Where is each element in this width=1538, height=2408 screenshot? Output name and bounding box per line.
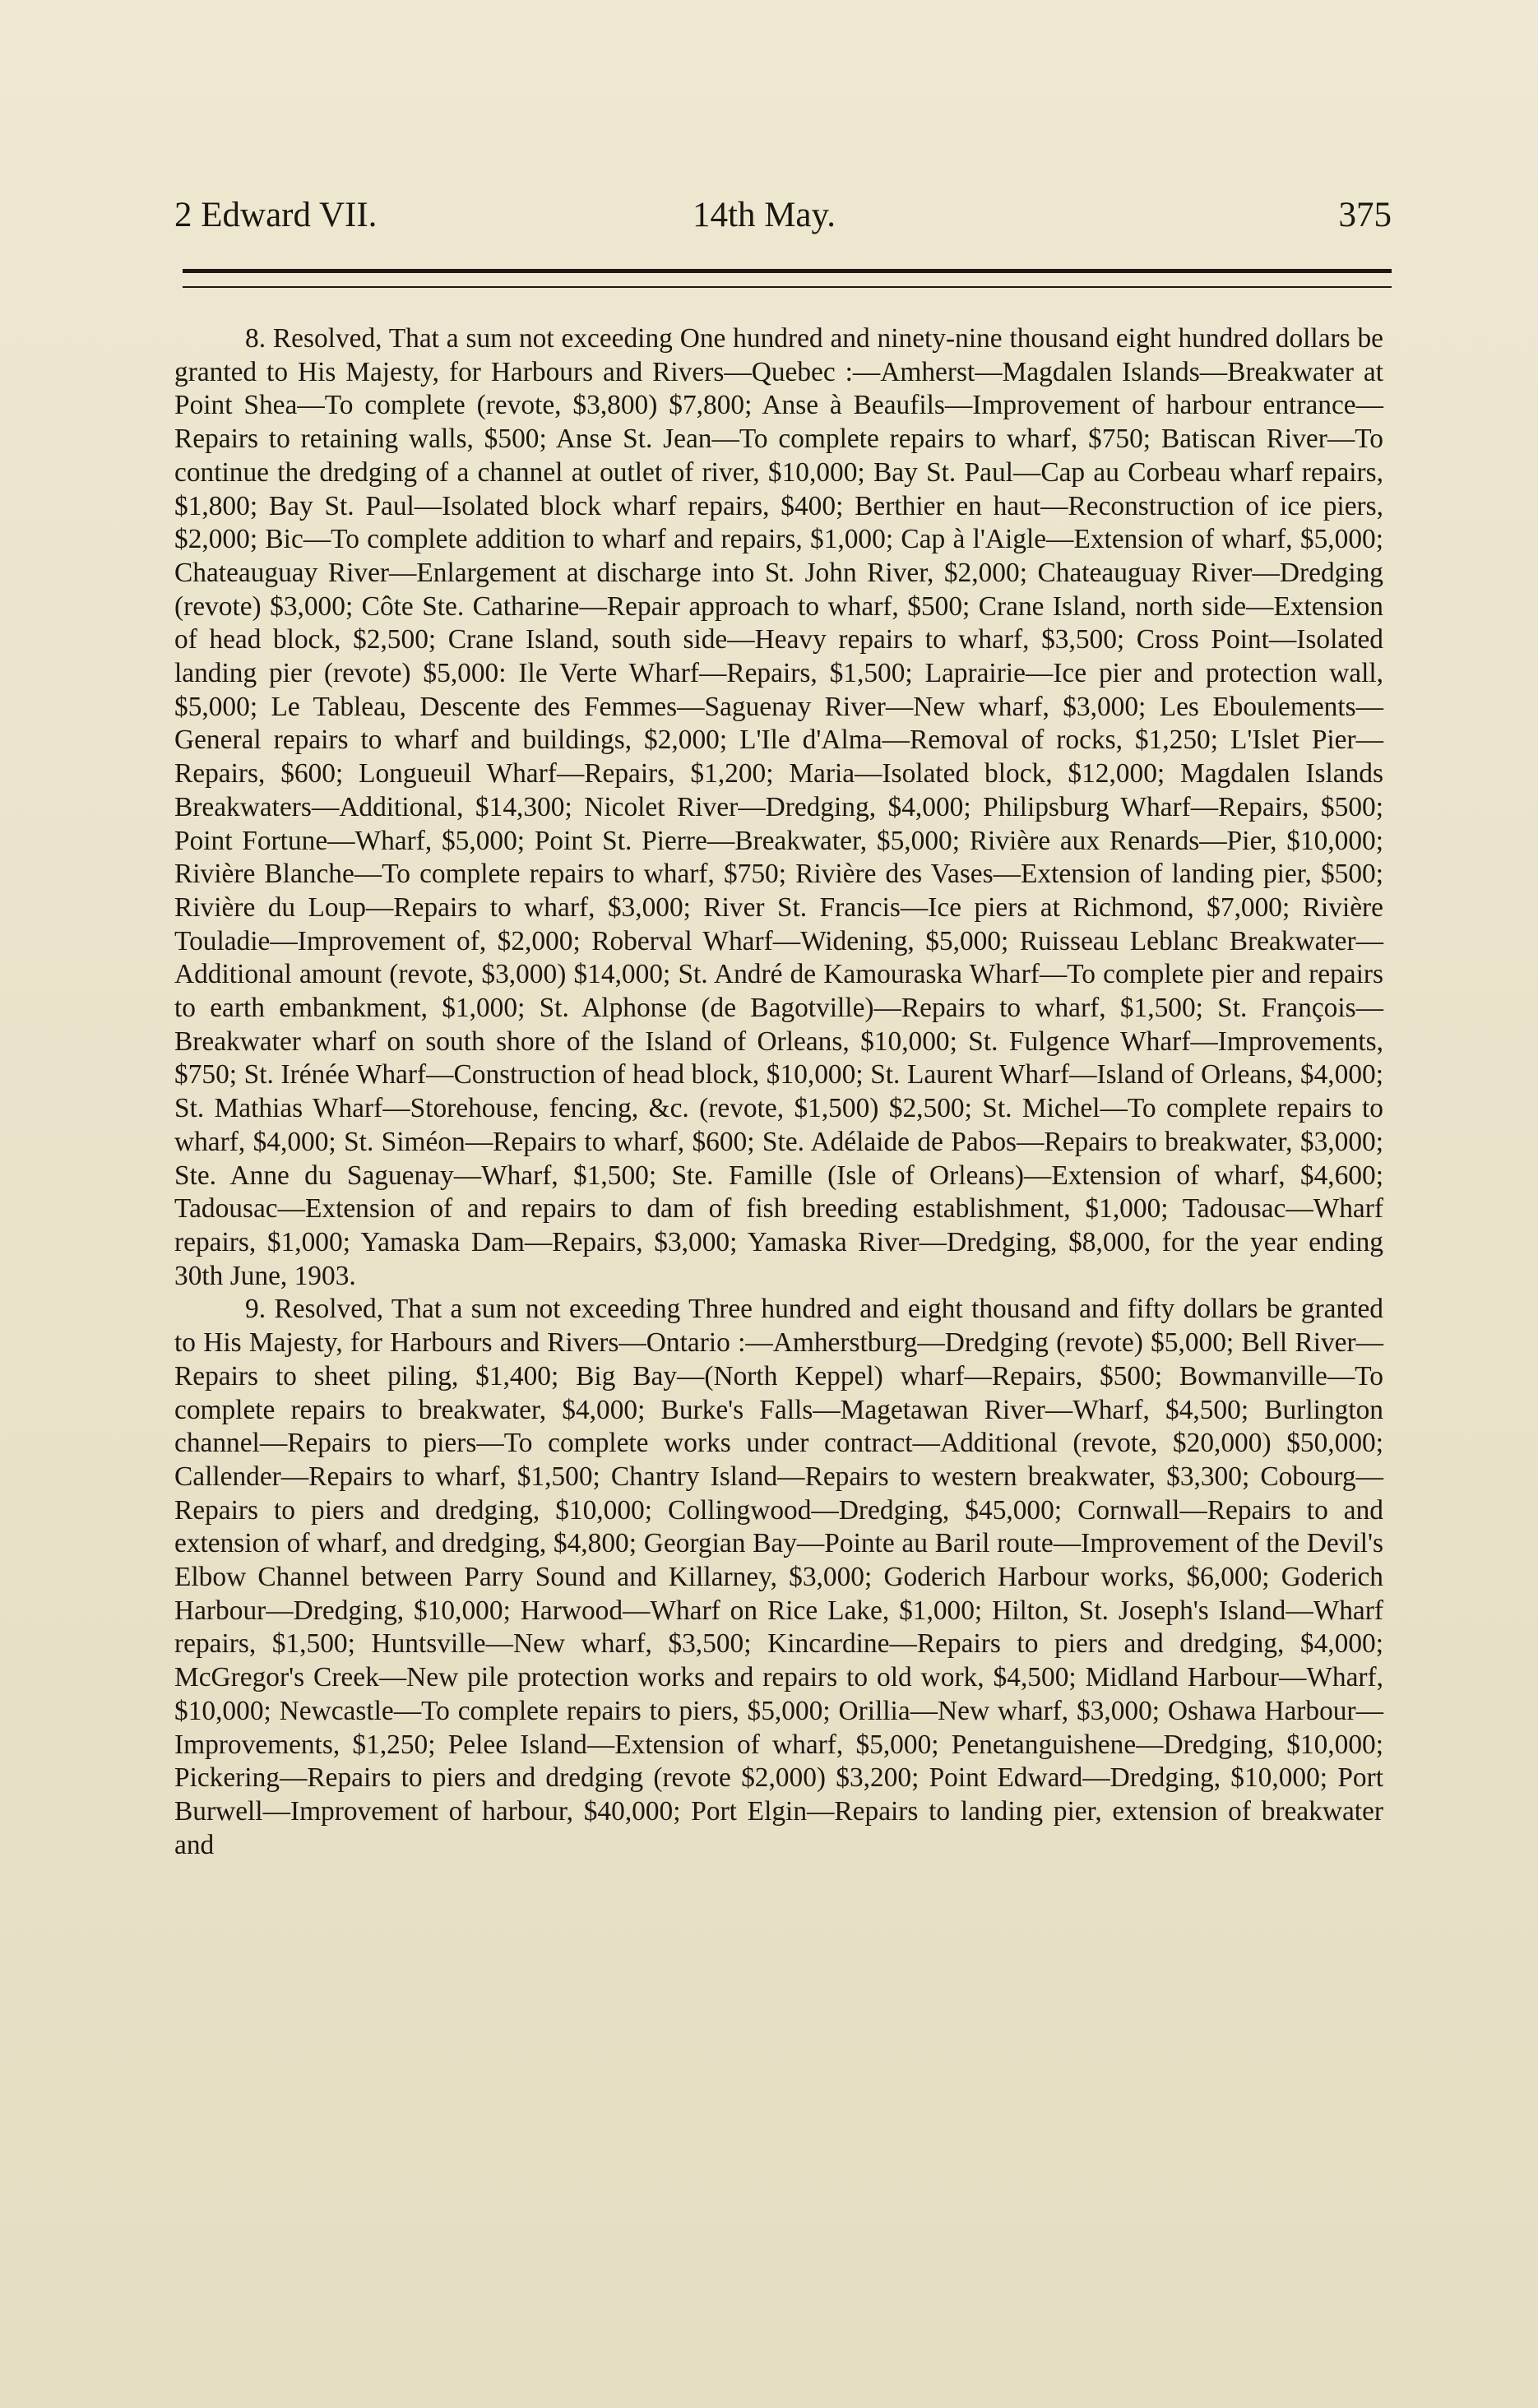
resolutions-body [174,322,1383,1862]
resolution-9: 9. Resolved, That a sum not exceeding Three hundred and eight thousand and fifty dollars be granted to His Majesty, for Harbours and Rivers—Ontario :—Amherstburg—Dredging (revote) $5,000; Bell River—Repairs to sheet piling, $1,400; Big Bay—(North Keppel) wharf—Repairs, $500; Bowmanville—To complete repairs to breakwater, $4,000; Burke's Falls—Magetawan River—Wharf, $4,500; Burlington channel—Repairs to piers—To complete works under contract—Additional (revote, $20,000) $50,000; Callender—Repairs to wharf, $1,500; Chantry Island—Repairs to western breakwater, $3,300; Cobourg—Repairs to piers and dredging, $10,000; Collingwood—Dredging, $45,000; Cornwall—Repairs to and extension of wharf, and dredging, $4,800; Georgian Bay—Pointe au Baril route—Improvement of the Devil's Elbow Channel between Parry Sound and Killarney, $3,000; Goderich Harbour works, $6,000; Goderich Harbour—Dredging, $10,000; Harwood—Wharf on Rice Lake, $1,000; Hilton, St. Joseph's Island—Wharf repairs, $1,500; Huntsville—New wharf, $3,500; Kincardine—Repairs to piers and dredging, $4,000; McGregor's Creek—New pile protection works and repairs to old work, $4,500; Midland Harbour—Wharf, $10,000; Newcastle—To complete repairs to piers, $5,000; Orillia—New wharf, $3,000; Oshawa Harbour—Improvements, $1,250; Pelee Island—Extension of wharf, $5,000; Penetanguishene—Dredging, $10,000; Pickering—Repairs to piers and dredging (revote $2,000) $3,200; Point Edward—Dredging, $10,000; Port Burwell—Improvement of harbour, $40,000; Port Elgin—Repairs to landing pier, extension of breakwater and [174,1294,1383,1860]
page-number: 375 [1338,196,1392,234]
header-rule-thick [183,269,1392,273]
resolution-8: 8. Resolved, That a sum not exceeding One hundred and ninety-nine thousand eight hundred dollars be granted to His Majesty, for Harbours and Rivers—Quebec :—Amherst—Magdalen Islands—Breakwater at Point Shea—To complete (revote, $3,800) $7,800; Anse à Beaufils—Improvement of harbour entrance—Repairs to retaining walls, $500; Anse St. Jean—To complete repairs to wharf, $750; Batiscan River—To continue the dredging of a channel at outlet of river, $10,000; Bay St. Paul—Cap au Corbeau wharf repairs, $1,800; Bay St. Paul—Isolated block wharf repairs, $400; Berthier en haut—Reconstruction of ice piers, $2,000; Bic—To complete addition to wharf and repairs, $1,000; Cap à l'Aigle—Extension of wharf, $5,000; Chateauguay River—Enlargement at discharge into St. John River, $2,000; Chateauguay River—Dredging (revote) $3,000; Côte Ste. Catharine—Repair approach to wharf, $500; Crane Island, north side—Extension of head block, $2,500; Crane Island, south side—Heavy repairs to wharf, $3,500; Cross Point—Isolated landing pier (revote) $5,000: Ile Verte Wharf—Repairs, $1,500; Laprairie—Ice pier and protection wall, $5,000; Le Tableau, Descente des Femmes—Saguenay River—New wharf, $3,000; Les Eboulements—General repairs to wharf and buildings, $2,000; L'Ile d'Alma—Removal of rocks, $1,250; L'Islet Pier—Repairs, $600; Longueuil Wharf—Repairs, $1,200; Maria—Isolated block, $12,000; Magdalen Islands Breakwaters—Additional, $14,300; Nicolet River—Dredging, $4,000; Philipsburg Wharf—Repairs, $500; Point Fortune—Wharf, $5,000; Point St. Pierre—Breakwater, $5,000; Rivière aux Renards—Pier, $10,000; Rivière Blanche—To complete repairs to wharf, $750; Rivière des Vases—Extension of landing pier, $500; Rivière du Loup—Repairs to wharf, $3,000; River St. Francis—Ice piers at Richmond, $7,000; Rivière Touladie—Improvement of, $2,000; Roberval Wharf—Widening, $5,000; Ruisseau Leblanc Breakwater—Additional amount (revote, $3,000) $14,000; St. André de Kamouraska Wharf—To complete pier and repairs to earth embankment, $1,000; St. Alphonse (de Bagotville)—Repairs to wharf, $1,500; St. François—Breakwater wharf on south shore of the Island of Orleans, $10,000; St. Fulgence Wharf—Improvements, $750; St. Irénée Wharf—Construction of head block, $10,000; St. Laurent Wharf—Island of Orleans, $4,000; St. Mathias Wharf—Storehouse, fencing, &c. (revote, $1,500) $2,500; St. Michel—To complete repairs to wharf, $4,000; St. Siméon—Repairs to wharf, $600; Ste. Adélaide de Pabos—Repairs to breakwater, $3,000; Ste. Anne du Saguenay—Wharf, $1,500; Ste. Famille (Isle of Orleans)—Extension of wharf, $4,600; Tadousac—Extension of and repairs to dam of fish breeding establishment, $1,000; Tadousac—Wharf repairs, $1,000; Yamaska Dam—Repairs, $3,000; Yamaska River—Dredging, $8,000, for the year ending 30th June, 1903. [174,323,1383,1291]
page-date: 14th May. [693,196,836,234]
regnal-year: 2 Edward VII. [174,196,378,234]
header-rule-thin [183,286,1392,288]
running-header [174,191,1392,248]
